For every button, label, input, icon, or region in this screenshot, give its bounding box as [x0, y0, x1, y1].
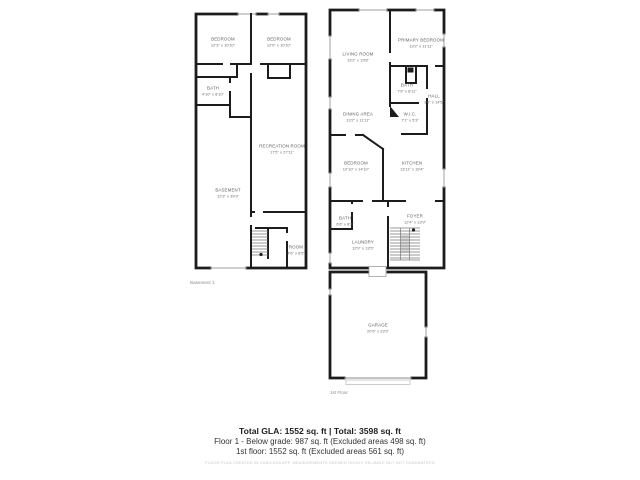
room-label-kitchen [400, 160, 424, 171]
entry-step [369, 267, 386, 277]
room-name: LIVING ROOM [342, 51, 374, 57]
room-dims: 13'2" x 19'8" [347, 57, 369, 63]
room-name: BATH [339, 215, 351, 221]
room-label-bedroom-right [267, 36, 291, 47]
first-floor-area-line: 1st floor: 1552 sq. ft (Excluded areas 561 sq. ft) [235, 446, 405, 456]
area-summary [0, 426, 640, 465]
room-dims: 10'10" x 14'10" [342, 166, 370, 172]
room-name: LAUNDRY [352, 239, 374, 245]
room-dims: 4'10" x 8'10" [202, 91, 224, 97]
room-name: BATH [207, 85, 219, 91]
room-name: RECREATION ROOM [259, 143, 305, 149]
room-name: HALL [428, 93, 440, 99]
room-label-living-room [343, 51, 374, 62]
room-label-recreation-room [259, 143, 305, 154]
basement-caption: Basement 1 [190, 280, 215, 285]
room-name: BEDROOM [211, 36, 235, 42]
room-dims: 17'5" x 27'11" [270, 149, 294, 155]
room-name: W.I.C. [403, 111, 417, 117]
room-name: GARAGE [368, 322, 388, 328]
room-name: BATH [401, 82, 413, 88]
first-floor-caption: 1st Floor [330, 390, 348, 395]
room-label-room [287, 244, 305, 255]
room-dims: 13'2" x 11'11" [409, 43, 433, 49]
disclaimer-text: FLOOR PLAN CREATED IN CUBICASA APP. MEASUREMENTS DEEMED HIGHLY RELIABLE BUT NOT GUARANTEED [205, 460, 435, 465]
room-name: BEDROOM [267, 36, 291, 42]
room-name: PRIMARY BEDROOM [397, 37, 445, 43]
room-dims: 20'9" x 23'3" [367, 328, 389, 334]
room-name: BEDROOM [344, 160, 368, 166]
room-dims: 12'9" x 13'5" [352, 245, 374, 251]
room-label-basement-bath [202, 85, 224, 96]
room-label-bedroom [343, 160, 369, 171]
room-dims: 4'6" x 8'5" [287, 250, 305, 256]
room-dims: 13'2" x 11'11" [346, 117, 370, 123]
room-label-foyer [404, 213, 426, 224]
garage-door-apron [346, 380, 410, 385]
room-name: KITCHEN [401, 160, 423, 166]
room-dims: 12'4" x 13'9" [404, 219, 426, 225]
room-name: FOYER [407, 213, 423, 219]
room-dims: 12'0" x 10'10" [266, 42, 292, 48]
room-label-primary-bedroom [398, 37, 444, 48]
wall-wedge [390, 106, 399, 117]
total-gla-line: Total GLA: 1552 sq. ft | Total: 3598 sq. ft [238, 426, 402, 436]
room-label-bedroom-left [211, 36, 235, 47]
bath-fixture-icon [408, 68, 414, 73]
room-name: BASEMENT [215, 187, 241, 193]
basement-stairs-icon [252, 231, 268, 256]
room-dims: 12'3" x 10'10" [210, 42, 236, 48]
room-label-dining-area [343, 111, 373, 122]
first-floor-plan [330, 10, 444, 268]
room-label-bath2 [336, 215, 354, 226]
foyer-stairs-icon [390, 228, 420, 260]
room-label-basement [215, 187, 240, 198]
room-label-hall [424, 93, 444, 104]
room-dims: 3'6" x 14'5" [424, 99, 444, 105]
room-name: ROOM [288, 244, 304, 250]
room-dims: 13'11" x 19'4" [400, 166, 424, 172]
room-label-laundry [352, 239, 374, 250]
room-dims: 7'9" x 8'11" [397, 88, 417, 94]
room-label-wic [401, 111, 419, 122]
room-dims: 6'6" x 8'2" [336, 221, 354, 227]
room-label-garage [367, 322, 389, 333]
room-dims: 7'1" x 5'3" [401, 117, 419, 123]
basement-plan [196, 14, 306, 268]
floor1-area-line: Floor 1 - Below grade: 987 sq. ft (Excluded areas 498 sq. ft) [214, 437, 426, 446]
room-label-bath [397, 82, 416, 93]
room-dims: 12'3" x 39'3" [217, 193, 239, 199]
room-name: DINING AREA [343, 111, 373, 117]
